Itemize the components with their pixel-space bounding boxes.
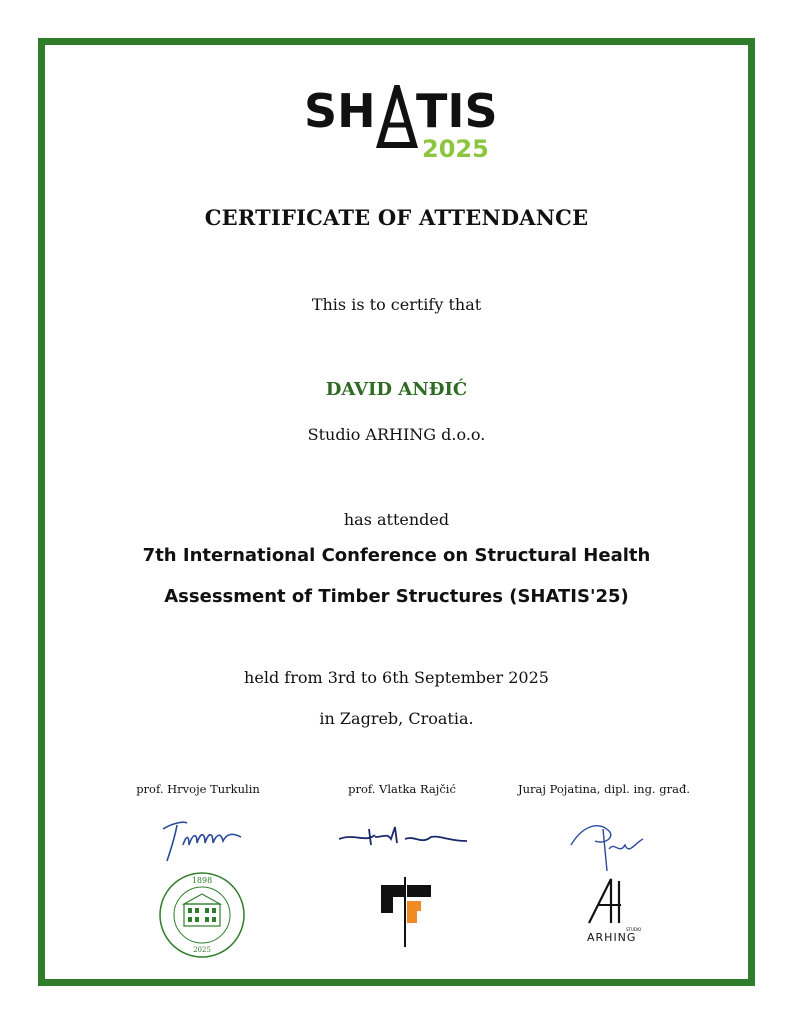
event-dates: held from 3rd to 6th September 2025: [244, 668, 549, 687]
faculty-civil-engineering-logo: [375, 877, 441, 949]
certificate-frame: [38, 38, 755, 986]
shatis-logo-graphic: [304, 85, 504, 165]
certificate-title: CERTIFICATE OF ATTENDANCE: [204, 205, 589, 230]
seal-year-top: 1898: [191, 876, 213, 885]
logo-triangle-icon: [380, 87, 414, 145]
signature-turkulin: [153, 815, 253, 867]
logo-year: 2025: [421, 135, 489, 163]
signatory-name: prof. Vlatka Rajčić: [348, 782, 456, 796]
conference-title-line1: 7th International Conference on Structural Health: [142, 545, 651, 566]
event-location: in Zagreb, Croatia.: [319, 709, 474, 728]
signatory-name: Juraj Pojatina, dipl. ing. građ.: [518, 782, 690, 796]
logo-word-end: TIS: [415, 85, 498, 138]
shatis-logo: [45, 85, 762, 205]
arhing-name-label: ARHING: [587, 931, 637, 944]
conference-title-line2: Assessment of Timber Structures (SHATIS'25): [164, 586, 629, 607]
signatory-name: prof. Hrvoje Turkulin: [136, 782, 260, 796]
faculty-seal-logo: [157, 870, 247, 960]
attended-text: has attended: [343, 510, 450, 529]
signature-rajcic: [335, 815, 475, 855]
studio-arhing-logo: [581, 873, 651, 953]
attendee-name: DAVID ANĐIĆ: [325, 379, 468, 400]
organization: Studio ARHING d.o.o.: [307, 425, 486, 444]
seal-year-bottom: 2025: [193, 946, 211, 954]
signature-pojatina: [565, 815, 655, 875]
intro-text: This is to certify that: [311, 295, 482, 314]
arhing-studio-label: STUDIO: [626, 927, 642, 932]
logo-word: SH: [303, 85, 376, 138]
